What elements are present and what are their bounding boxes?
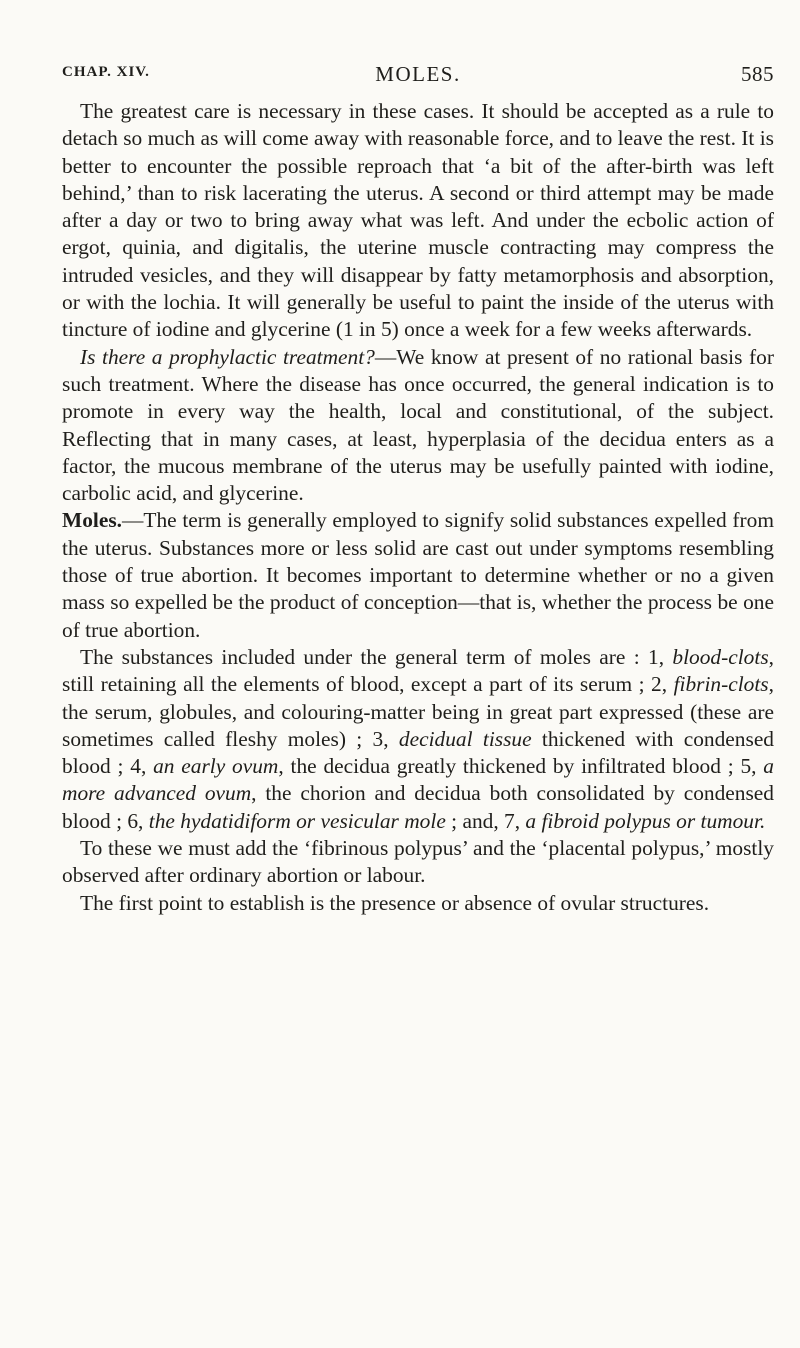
text-run: , the chorion and decidua both consolidated by condensed blood ; 6, (62, 781, 774, 833)
term: an early ovum (153, 754, 279, 779)
term: the hydatidiform or vesicular mole (148, 808, 446, 833)
term: a more advanced ovum (62, 754, 774, 806)
text-run: , the serum, globules, and colouring-matter being in great part expressed (these are sometimes called fleshy moles) ; 3, (62, 672, 774, 751)
question-heading: Is there a prophylactic treatment? (80, 344, 375, 369)
chapter-label: CHAP. XIV. (62, 64, 150, 80)
term: fibrin-clots (673, 672, 769, 697)
paragraph (62, 644, 774, 835)
page-title: MOLES. (375, 62, 461, 86)
text-run: The substances included under the general term of moles are : 1, (80, 644, 673, 669)
paragraph-text: The greatest care is necessary in these cases. It should be accepted as a rule to detach so much as will come away with reasonable force, and to leave the rest. It is better to encounter the possible reproach that ‘a bit of the after-birth was left behind,’ than to risk lacerating the uterus. A second or third attempt may be made after a day or two to bring away what was left. And under the ecbolic action of ergot, quinia, and digitalis, the uterine muscle contracting may compress the intruded vesicles, and they will disappear by fatty metamorphosis and absorption, or with the lochia. It will generally be useful to paint the inside of the uterus with tincture of iodine and glycerine (1 in 5) once a week for a few weeks afterwards. (62, 99, 774, 342)
page-number: 585 (741, 62, 774, 86)
paragraph (62, 890, 774, 917)
text-run: thickened with condensed blood ; 4, (62, 726, 775, 779)
paragraph (62, 98, 774, 344)
paragraph (62, 507, 774, 643)
term: a fibroid polypus or tumour. (525, 808, 766, 833)
term: blood-clots (672, 644, 769, 669)
paragraph-text: —The term is generally employed to signify solid substances expelled from the uterus. Substances more or less solid are cast out under symptoms resembling those of true abortion. It becomes important to determine whether or no a given mass so expelled be the product of conception—that is, whether the process be one of true abortion. (62, 508, 774, 642)
paragraph-text: —We know at present of no rational basis for such treatment. Where the disease has once occurred, the general indication is to promote in every way the health, local and constitutional, of the subject. Reflecting that in many cases, at least, hyperplasia of the decidua enters as a factor, the mucous membrane of the uterus may be usefully painted with iodine, carbolic acid, and glycerine. (62, 344, 774, 506)
term: decidual tissue (398, 726, 532, 751)
running-head (62, 62, 774, 86)
paragraph (62, 344, 774, 508)
paragraph-text: The first point to establish is the presence or absence of ovular structures. (80, 890, 710, 915)
text-run: , still retaining all the elements of blood, except a part of its serum ; 2, (62, 644, 774, 697)
text-run: , the decidua greatly thickened by infiltrated blood ; 5, (278, 754, 764, 779)
body-text (62, 98, 774, 917)
paragraph-text: To these we must add the ‘fibrinous polypus’ and the ‘placental polypus,’ mostly observed after ordinary abortion or labour. (62, 836, 774, 888)
text-run: ; and, 7, (445, 808, 526, 833)
paragraph (62, 835, 774, 890)
section-heading: Moles. (62, 508, 122, 533)
